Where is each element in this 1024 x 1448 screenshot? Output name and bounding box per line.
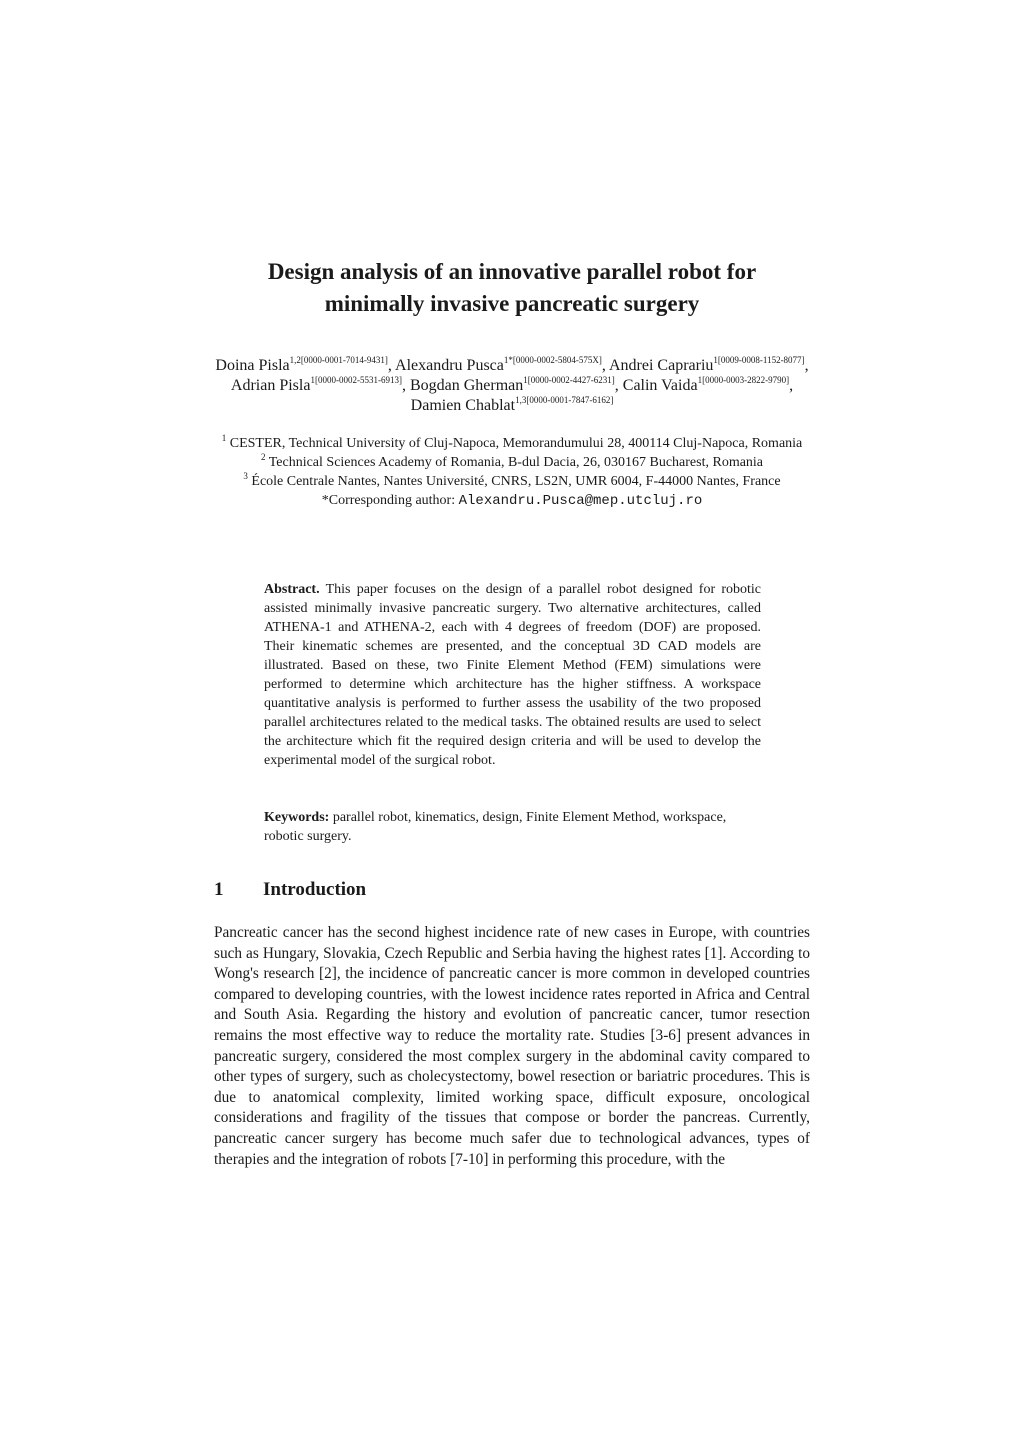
- author-name: Doina Pisla: [215, 357, 290, 374]
- affiliation-list: [214, 434, 810, 511]
- corresponding-label: *Corresponding author:: [321, 493, 459, 508]
- title-line-2: minimally invasive pancreatic surgery: [324, 291, 700, 316]
- abstract-text: This paper focuses on the design of a parallel robot designed for robotic assisted minimally invasive pancreatic surgery. Two alternative architectures, called ATHENA-1 and ATHENA-2, each with 4 degrees of freedom (DOF) are proposed. Their kinematic schemes are presented, and the conceptual 3D CAD models are illustrated. Based on these, two Finite Element Method (FEM) simulations were performed to determine which architecture has the higher stiffness. A workspace quantitative analysis is performed to further assess the usability of the two proposed parallel architectures related to the medical tasks. The obtained results are used to select the architecture which fit the required design criteria and will be used to develop the experimental model of the surgical robot.: [264, 582, 761, 768]
- affiliation-text: École Centrale Nantes, Nantes Université, CNRS, LS2N, UMR 6004, F-44000 Nantes, France: [247, 474, 781, 489]
- author-name: , Andrei Caprariu: [601, 357, 714, 374]
- keywords-text: parallel robot, kinematics, design, Finite Element Method, workspace, robotic surgery.: [264, 810, 727, 844]
- author-affiliation-orcid: 1[0000-0002-4427-6231]: [523, 375, 615, 385]
- author-affiliation-orcid: 1[0000-0003-2822-9790]: [697, 375, 790, 385]
- author-name: , Adrian Pisla: [230, 357, 809, 394]
- affiliation-text: Technical Sciences Academy of Romania, B-dul Dacia, 26, 030167 Bucharest, Romania: [265, 455, 764, 470]
- section-number: 1: [214, 879, 224, 900]
- corresponding-email-link[interactable]: Alexandru.Pusca@mep.utcluj.ro: [458, 493, 703, 509]
- section-title: Introduction: [263, 879, 367, 900]
- affiliation-marker: 3: [243, 471, 248, 481]
- corresponding-author: [214, 491, 810, 511]
- affiliation-marker: 1: [221, 433, 227, 443]
- affiliation-2: [214, 453, 810, 472]
- author-list: [214, 356, 810, 416]
- author-affiliation-orcid: 1*[0000-0002-5804-575X]: [503, 355, 602, 365]
- paper-title: [200, 256, 824, 320]
- affiliation-text: CESTER, Technical University of Cluj-Napoca, Memorandumului 28, 400114 Cluj-Napoca, Romania: [226, 436, 803, 451]
- author-name: , Damien Chablat: [410, 377, 794, 414]
- affiliation-marker: 2: [260, 452, 266, 462]
- author-affiliation-orcid: 1,3[0000-0001-7847-6162]: [515, 395, 614, 405]
- abstract-label: Abstract.: [264, 582, 320, 597]
- abstract: [264, 580, 761, 770]
- author-affiliation-orcid: 1,2[0000-0001-7014-9431]: [289, 355, 388, 365]
- keywords-label: Keywords:: [264, 810, 330, 825]
- author-affiliation-orcid: 1[0009-0008-1152-8077]: [713, 355, 805, 365]
- affiliation-3: [214, 472, 810, 491]
- title-line-1: Design analysis of an innovative parallel robot for: [267, 259, 757, 284]
- keywords: [264, 808, 761, 846]
- author-affiliation-orcid: 1[0000-0002-5531-6913]: [310, 375, 402, 385]
- author-name: , Bogdan Gherman: [401, 377, 524, 394]
- author-name: , Calin Vaida: [614, 377, 698, 394]
- author-name: , Alexandru Pusca: [387, 357, 504, 374]
- section-body: Pancreatic cancer has the second highest incidence rate of new cases in Europe, with countries such as Hungary, Slovakia, Czech Republic and Serbia having the highest rates [1]. According to Wong's research [2], the incidence of pancreatic cancer is more common in developed countries compared to developing countries, with the lowest incidence rates reported in Africa and Central and South Asia. Regarding the history and evolution of pancreatic cancer, tumor resection remains the most effective way to reduce the mortality rate. Studies [3-6] present advances in pancreatic surgery, considered the most complex surgery in the abdominal cavity compared to other types of surgery, such as cholecystectomy, bowel resection or bariatric procedures. This is due to anatomical complexity, limited working space, difficult exposure, oncological considerations and fragility of the tissues that compose or border the pancreas. Currently, pancreatic cancer surgery has become much safer due to technological advances, types of therapies and the integration of robots [7-10] in performing this procedure, with the: [214, 924, 810, 1168]
- section-heading: [214, 878, 810, 902]
- affiliation-1: [214, 434, 810, 453]
